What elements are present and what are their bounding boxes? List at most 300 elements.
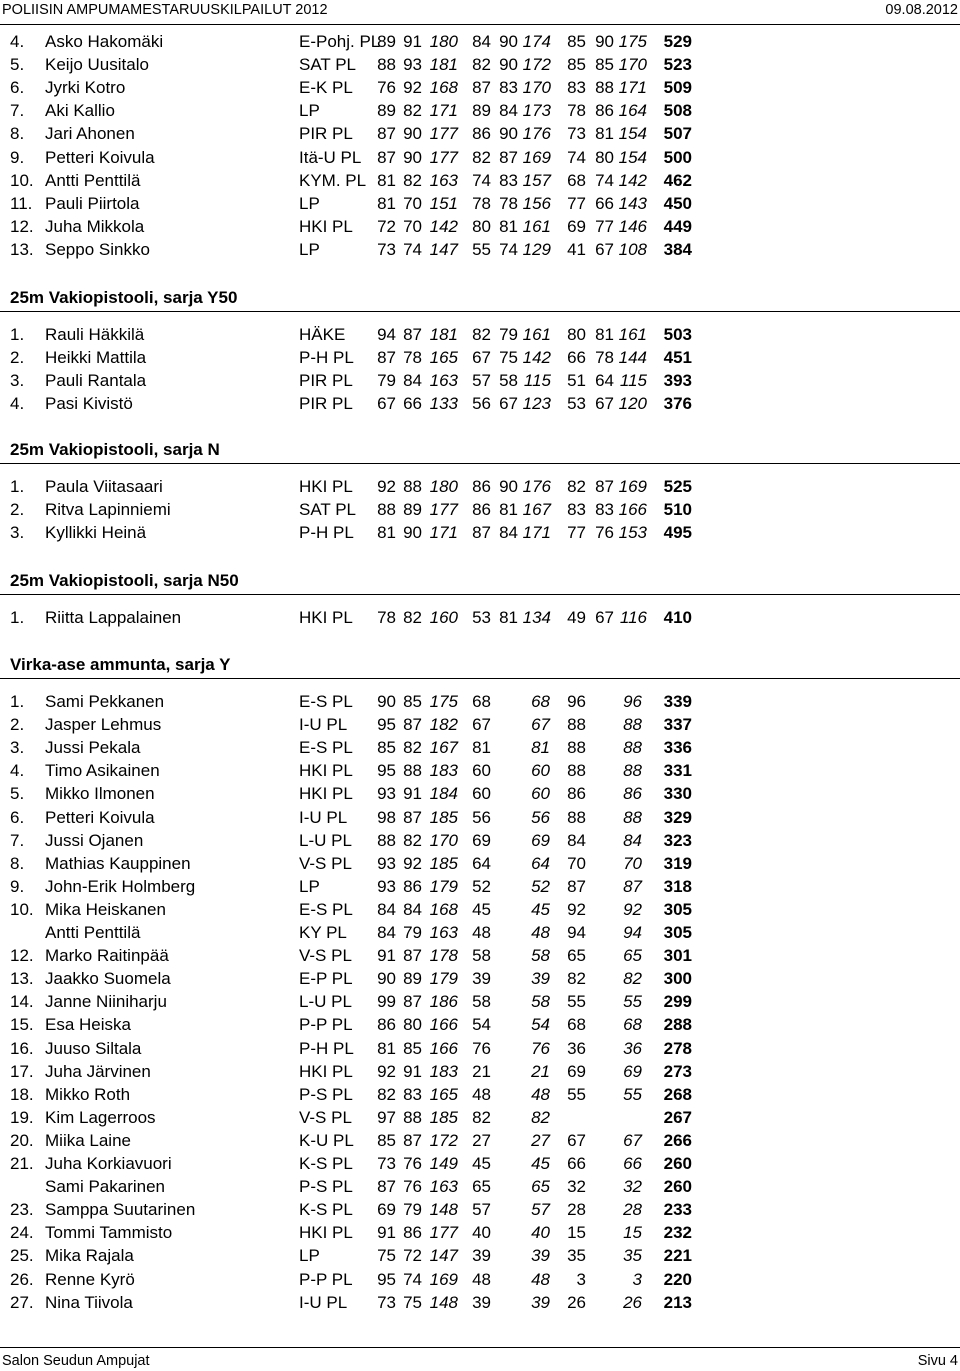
series-3: 48: [472, 923, 491, 942]
series-2: 87: [403, 807, 422, 827]
position: 23.: [10, 1200, 34, 1220]
club: E-P PL: [299, 969, 353, 989]
series-5: 82: [567, 477, 586, 496]
competitor-name: Antti Penttilä: [45, 170, 141, 190]
total-score: 384: [663, 239, 692, 259]
result-row: [0, 606, 960, 629]
series-5: 69: [567, 216, 586, 236]
subtotal-3: 3: [632, 1269, 642, 1289]
series-1: 75: [377, 1246, 396, 1266]
subtotal-3: 86: [623, 784, 642, 804]
series-4: 90: [499, 477, 518, 496]
subtotal-3: 144: [618, 348, 647, 368]
series-5: 80: [567, 325, 586, 344]
total-score: 305: [663, 923, 692, 942]
series-6: 83: [595, 500, 614, 520]
series-2: 85: [403, 1038, 422, 1058]
subtotal-1: 165: [429, 1084, 458, 1104]
competitor-name: Juuso Siltala: [45, 1038, 142, 1058]
series-4: 67: [499, 394, 518, 414]
result-row: [0, 806, 960, 829]
series-4: 15: [567, 1223, 586, 1243]
position: 8.: [10, 124, 25, 144]
subtotal-1: 175: [429, 692, 458, 711]
subtotal-3: 67: [623, 1130, 642, 1150]
club: Itä-U PL: [299, 147, 362, 167]
position: 3.: [10, 738, 25, 758]
result-row: [0, 192, 960, 215]
series-2: 89: [403, 500, 422, 520]
series-6: 90: [595, 32, 614, 51]
series-2: 76: [403, 1154, 422, 1173]
subtotal-2: 40: [531, 1223, 550, 1243]
series-2: 87: [403, 325, 422, 344]
subtotal-3: 36: [623, 1038, 642, 1058]
series-3: 65: [472, 1177, 491, 1197]
club: E-S PL: [299, 899, 353, 919]
result-row: [0, 475, 960, 498]
competitor-name: Jyrki Kotro: [45, 78, 126, 98]
competitor-name: Juha Mikkola: [45, 216, 145, 236]
competitor-name: Petteri Koivula: [45, 807, 155, 827]
series-3: 89: [472, 101, 491, 121]
series-4: 35: [567, 1246, 586, 1266]
series-2: 87: [403, 946, 422, 966]
position: 1.: [10, 325, 25, 344]
series-3: 45: [472, 1154, 491, 1173]
position: 11.: [10, 193, 33, 213]
series-1: 67: [377, 394, 396, 414]
series-2: 93: [403, 55, 422, 75]
subtotal-2: 81: [531, 738, 550, 758]
result-row: [0, 1175, 960, 1198]
total-score: 288: [663, 1015, 692, 1035]
series-3: 45: [472, 899, 491, 919]
series-4: 83: [499, 170, 518, 190]
total-score: 278: [663, 1038, 692, 1058]
subtotal-3: 153: [618, 523, 647, 543]
total-score: 510: [663, 500, 692, 520]
competitor-name: Seppo Sinkko: [45, 239, 150, 259]
series-4: 58: [499, 371, 518, 391]
series-3: 53: [472, 608, 491, 627]
competitor-name: Keijo Uusitalo: [45, 55, 149, 75]
competitor-name: Tommi Tammisto: [45, 1223, 173, 1243]
series-5: 53: [567, 394, 586, 414]
subtotal-2: 64: [531, 853, 550, 873]
subtotal-2: 167: [522, 500, 551, 520]
subtotal-2: 54: [531, 1015, 550, 1035]
series-2: 82: [403, 830, 422, 850]
club: HKI PL: [299, 761, 353, 781]
subtotal-3: 32: [623, 1177, 642, 1197]
club: KY PL: [299, 923, 347, 942]
result-row: [0, 146, 960, 169]
series-1: 91: [377, 1223, 396, 1243]
series-2: 75: [403, 1292, 422, 1312]
subtotal-1: 184: [429, 784, 458, 804]
position: 13.: [10, 969, 34, 989]
subtotal-2: 170: [522, 78, 551, 98]
series-1: 95: [377, 715, 396, 735]
subtotal-1: 183: [429, 1061, 458, 1081]
subtotal-1: 163: [429, 170, 458, 190]
subtotal-3: 166: [618, 500, 647, 520]
series-5: 83: [567, 500, 586, 520]
result-row: [0, 1291, 960, 1314]
subtotal-1: 177: [429, 147, 458, 167]
result-row: [0, 1268, 960, 1291]
series-3: 56: [472, 394, 491, 414]
series-4: 81: [499, 216, 518, 236]
series-5: 73: [567, 124, 586, 144]
subtotal-2: 123: [522, 394, 551, 414]
subtotal-1: 163: [429, 923, 458, 942]
series-1: 95: [377, 1269, 396, 1289]
series-6: 86: [595, 101, 614, 121]
competitor-name: Mathias Kauppinen: [45, 853, 191, 873]
subtotal-3: 55: [623, 1084, 642, 1104]
series-1: 84: [377, 923, 396, 942]
series-4: 84: [567, 830, 586, 850]
series-3: 87: [472, 78, 491, 98]
series-1: 73: [377, 239, 396, 259]
total-score: 266: [663, 1130, 692, 1150]
series-5: 41: [567, 239, 586, 259]
position: 27.: [10, 1292, 34, 1312]
subtotal-3: 15: [623, 1223, 642, 1243]
subtotal-3: 88: [623, 761, 642, 781]
subtotal-3: 143: [618, 193, 647, 213]
series-4: 28: [567, 1200, 586, 1220]
position: 9.: [10, 147, 25, 167]
club: LP: [299, 101, 320, 121]
subtotal-1: 148: [429, 1200, 458, 1220]
series-3: 40: [472, 1223, 491, 1243]
subtotal-1: 149: [429, 1154, 458, 1173]
series-1: 81: [377, 523, 396, 543]
series-1: 87: [377, 1177, 396, 1197]
club: L-U PL: [299, 830, 352, 850]
club: LP: [299, 193, 320, 213]
series-5: 77: [567, 523, 586, 543]
club: HKI PL: [299, 784, 353, 804]
series-6: 81: [595, 325, 614, 344]
result-row: [0, 852, 960, 875]
series-3: 56: [472, 807, 491, 827]
position: 5.: [10, 784, 25, 804]
subtotal-2: 157: [522, 170, 551, 190]
position: 26.: [10, 1269, 34, 1289]
footer-club: Salon Seudun Ampujat: [2, 1353, 150, 1369]
subtotal-2: 48: [531, 1084, 550, 1104]
series-1: 81: [377, 193, 396, 213]
total-score: 260: [663, 1177, 692, 1197]
series-4: 84: [499, 523, 518, 543]
total-score: 336: [663, 738, 692, 758]
series-2: 82: [403, 738, 422, 758]
total-score: 331: [663, 761, 692, 781]
series-2: 88: [403, 761, 422, 781]
total-score: 323: [663, 830, 692, 850]
club: V-S PL: [299, 853, 352, 873]
club: E-S PL: [299, 738, 353, 758]
series-3: 80: [472, 216, 491, 236]
result-row: [0, 53, 960, 76]
total-score: 529: [663, 32, 692, 51]
series-4: 66: [567, 1154, 586, 1173]
position: 4.: [10, 394, 25, 414]
competitor-name: Esa Heiska: [45, 1015, 131, 1035]
series-3: 86: [472, 477, 491, 496]
subtotal-3: 55: [623, 992, 642, 1012]
position: 2.: [10, 500, 25, 520]
club: LP: [299, 1246, 320, 1266]
subtotal-1: 163: [429, 371, 458, 391]
subtotal-1: 169: [429, 1269, 458, 1289]
result-row: [0, 1060, 960, 1083]
series-1: 88: [377, 500, 396, 520]
subtotal-2: 169: [522, 147, 551, 167]
subtotal-1: 166: [429, 1038, 458, 1058]
competitor-name: Pasi Kivistö: [45, 394, 133, 414]
footer-page-number: Sivu 4: [917, 1353, 958, 1369]
subtotal-3: 35: [623, 1246, 642, 1266]
subtotal-3: 169: [618, 477, 647, 496]
result-row: [0, 875, 960, 898]
subtotal-1: 185: [429, 853, 458, 873]
club: PIR PL: [299, 394, 353, 414]
series-3: 39: [472, 1292, 491, 1312]
series-3: 78: [472, 193, 491, 213]
series-5: 68: [567, 170, 586, 190]
subtotal-3: 108: [618, 239, 647, 259]
position: 9.: [10, 876, 25, 896]
total-score: 213: [663, 1292, 692, 1312]
total-score: 233: [663, 1200, 692, 1220]
result-row: [0, 122, 960, 145]
position: 10.: [10, 170, 34, 190]
position: 7.: [10, 101, 25, 121]
subtotal-3: 94: [623, 923, 642, 942]
subtotal-3: 84: [623, 830, 642, 850]
position: 18.: [10, 1084, 34, 1104]
result-row: [0, 169, 960, 192]
position: 14.: [10, 992, 34, 1012]
series-1: 87: [377, 147, 396, 167]
total-score: 300: [663, 969, 692, 989]
club: LP: [299, 239, 320, 259]
series-4: 32: [567, 1177, 586, 1197]
series-1: 79: [377, 371, 396, 391]
subtotal-2: 76: [531, 1038, 550, 1058]
result-row: [0, 1244, 960, 1267]
subtotal-2: 134: [522, 608, 551, 627]
series-2: 89: [403, 969, 422, 989]
series-4: 74: [499, 239, 518, 259]
series-4: 96: [567, 692, 586, 711]
position: 19.: [10, 1107, 34, 1127]
series-2: 82: [403, 101, 422, 121]
competitor-name: John-Erik Holmberg: [45, 876, 196, 896]
position: 16.: [10, 1038, 34, 1058]
page-footer: [0, 1347, 960, 1370]
total-score: 301: [663, 946, 692, 966]
competitor-name: Pauli Piirtola: [45, 193, 140, 213]
competitor-name: Petteri Koivula: [45, 147, 155, 167]
subtotal-3: 68: [623, 1015, 642, 1035]
subtotal-2: 65: [531, 1177, 550, 1197]
result-row: [0, 521, 960, 544]
series-2: 91: [403, 784, 422, 804]
series-1: 86: [377, 1015, 396, 1035]
total-score: 495: [663, 523, 692, 543]
series-1: 90: [377, 969, 396, 989]
series-1: 72: [377, 216, 396, 236]
series-2: 88: [403, 1107, 422, 1127]
subtotal-2: 56: [531, 807, 550, 827]
series-4: 90: [499, 124, 518, 144]
position: 2.: [10, 348, 25, 368]
position: 2.: [10, 715, 25, 735]
series-4: 87: [567, 876, 586, 896]
competitor-name: Sami Pekkanen: [45, 692, 165, 711]
subtotal-3: 69: [623, 1061, 642, 1081]
competitor-name: Samppa Suutarinen: [45, 1200, 196, 1220]
subtotal-3: 66: [623, 1154, 642, 1173]
series-3: 86: [472, 500, 491, 520]
subtotal-3: 96: [623, 692, 642, 711]
series-4: 65: [567, 946, 586, 966]
subtotal-3: 116: [619, 608, 647, 627]
series-1: 91: [377, 946, 396, 966]
total-score: 500: [663, 147, 692, 167]
result-row: [0, 1198, 960, 1221]
result-row: [0, 1013, 960, 1036]
competitor-name: Jasper Lehmus: [45, 715, 162, 735]
subtotal-3: 161: [618, 325, 647, 344]
series-3: 84: [472, 32, 491, 51]
series-6: 76: [595, 523, 614, 543]
total-score: 329: [663, 807, 692, 827]
series-6: 66: [595, 193, 614, 213]
competitor-name: Marko Raitinpää: [45, 946, 169, 966]
series-2: 88: [403, 477, 422, 496]
series-4: 90: [499, 55, 518, 75]
series-2: 90: [403, 124, 422, 144]
series-1: 81: [377, 170, 396, 190]
position: 25.: [10, 1246, 34, 1266]
series-3: 57: [472, 371, 491, 391]
subtotal-2: 161: [522, 325, 551, 344]
series-3: 64: [472, 853, 491, 873]
subtotal-1: 133: [429, 394, 458, 414]
subtotal-1: 179: [429, 876, 458, 896]
series-1: 93: [377, 784, 396, 804]
club: P-H PL: [299, 1038, 354, 1058]
club: P-S PL: [299, 1177, 353, 1197]
subtotal-2: 39: [531, 1292, 550, 1312]
series-6: 87: [595, 477, 614, 496]
position: 8.: [10, 853, 25, 873]
total-score: 267: [663, 1107, 692, 1127]
club: LP: [299, 876, 320, 896]
series-3: 67: [472, 348, 491, 368]
total-score: 523: [663, 55, 692, 75]
subtotal-2: 60: [531, 761, 550, 781]
result-row: [0, 498, 960, 521]
subtotal-2: 58: [531, 946, 550, 966]
series-2: 70: [403, 193, 422, 213]
result-row: [0, 323, 960, 346]
competitor-name: Heikki Mattila: [45, 348, 147, 368]
series-4: 70: [567, 853, 586, 873]
total-score: 451: [663, 348, 692, 368]
series-2: 90: [403, 523, 422, 543]
competitor-name: Mika Heiskanen: [45, 899, 166, 919]
series-6: 80: [595, 147, 614, 167]
position: 12.: [10, 216, 34, 236]
subtotal-3: 146: [618, 216, 647, 236]
series-1: 93: [377, 853, 396, 873]
result-row: [0, 713, 960, 736]
total-score: 509: [663, 78, 692, 98]
subtotal-1: 180: [429, 477, 458, 496]
subtotal-2: 39: [531, 1246, 550, 1266]
subtotal-3: 87: [623, 876, 642, 896]
series-2: 80: [403, 1015, 422, 1035]
result-row: [0, 782, 960, 805]
series-1: 99: [377, 992, 396, 1012]
series-5: 77: [567, 193, 586, 213]
series-4: 86: [567, 784, 586, 804]
club: HKI PL: [299, 216, 353, 236]
series-2: 83: [403, 1084, 422, 1104]
result-row: [0, 99, 960, 122]
competitor-name: Nina Tiivola: [45, 1292, 133, 1312]
subtotal-1: 151: [429, 193, 458, 213]
series-2: 72: [403, 1246, 422, 1266]
series-3: 60: [472, 761, 491, 781]
total-score: 449: [663, 216, 692, 236]
section-title: Virka-ase ammunta, sarja Y: [10, 655, 231, 674]
series-2: 92: [403, 853, 422, 873]
subtotal-1: 177: [429, 124, 458, 144]
series-1: 88: [377, 55, 396, 75]
subtotal-1: 185: [429, 807, 458, 827]
subtotal-2: 58: [531, 992, 550, 1012]
series-2: 79: [403, 1200, 422, 1220]
competitor-name: Pauli Rantala: [45, 371, 147, 391]
series-3: 81: [472, 738, 491, 758]
subtotal-1: 167: [429, 738, 458, 758]
position: 10.: [10, 899, 34, 919]
subtotal-1: 172: [429, 1130, 458, 1150]
section-heading: [0, 570, 960, 595]
club: HKI PL: [299, 608, 353, 627]
subtotal-1: 142: [429, 216, 458, 236]
series-4: 92: [567, 899, 586, 919]
result-row: [0, 967, 960, 990]
total-score: 525: [663, 477, 692, 496]
subtotal-1: 166: [429, 1015, 458, 1035]
series-1: 82: [377, 1084, 396, 1104]
section-heading: [0, 439, 960, 464]
series-4: 88: [567, 761, 586, 781]
total-score: 268: [663, 1084, 692, 1104]
result-row: [0, 1221, 960, 1244]
competitor-name: Janne Niiniharju: [45, 992, 167, 1012]
